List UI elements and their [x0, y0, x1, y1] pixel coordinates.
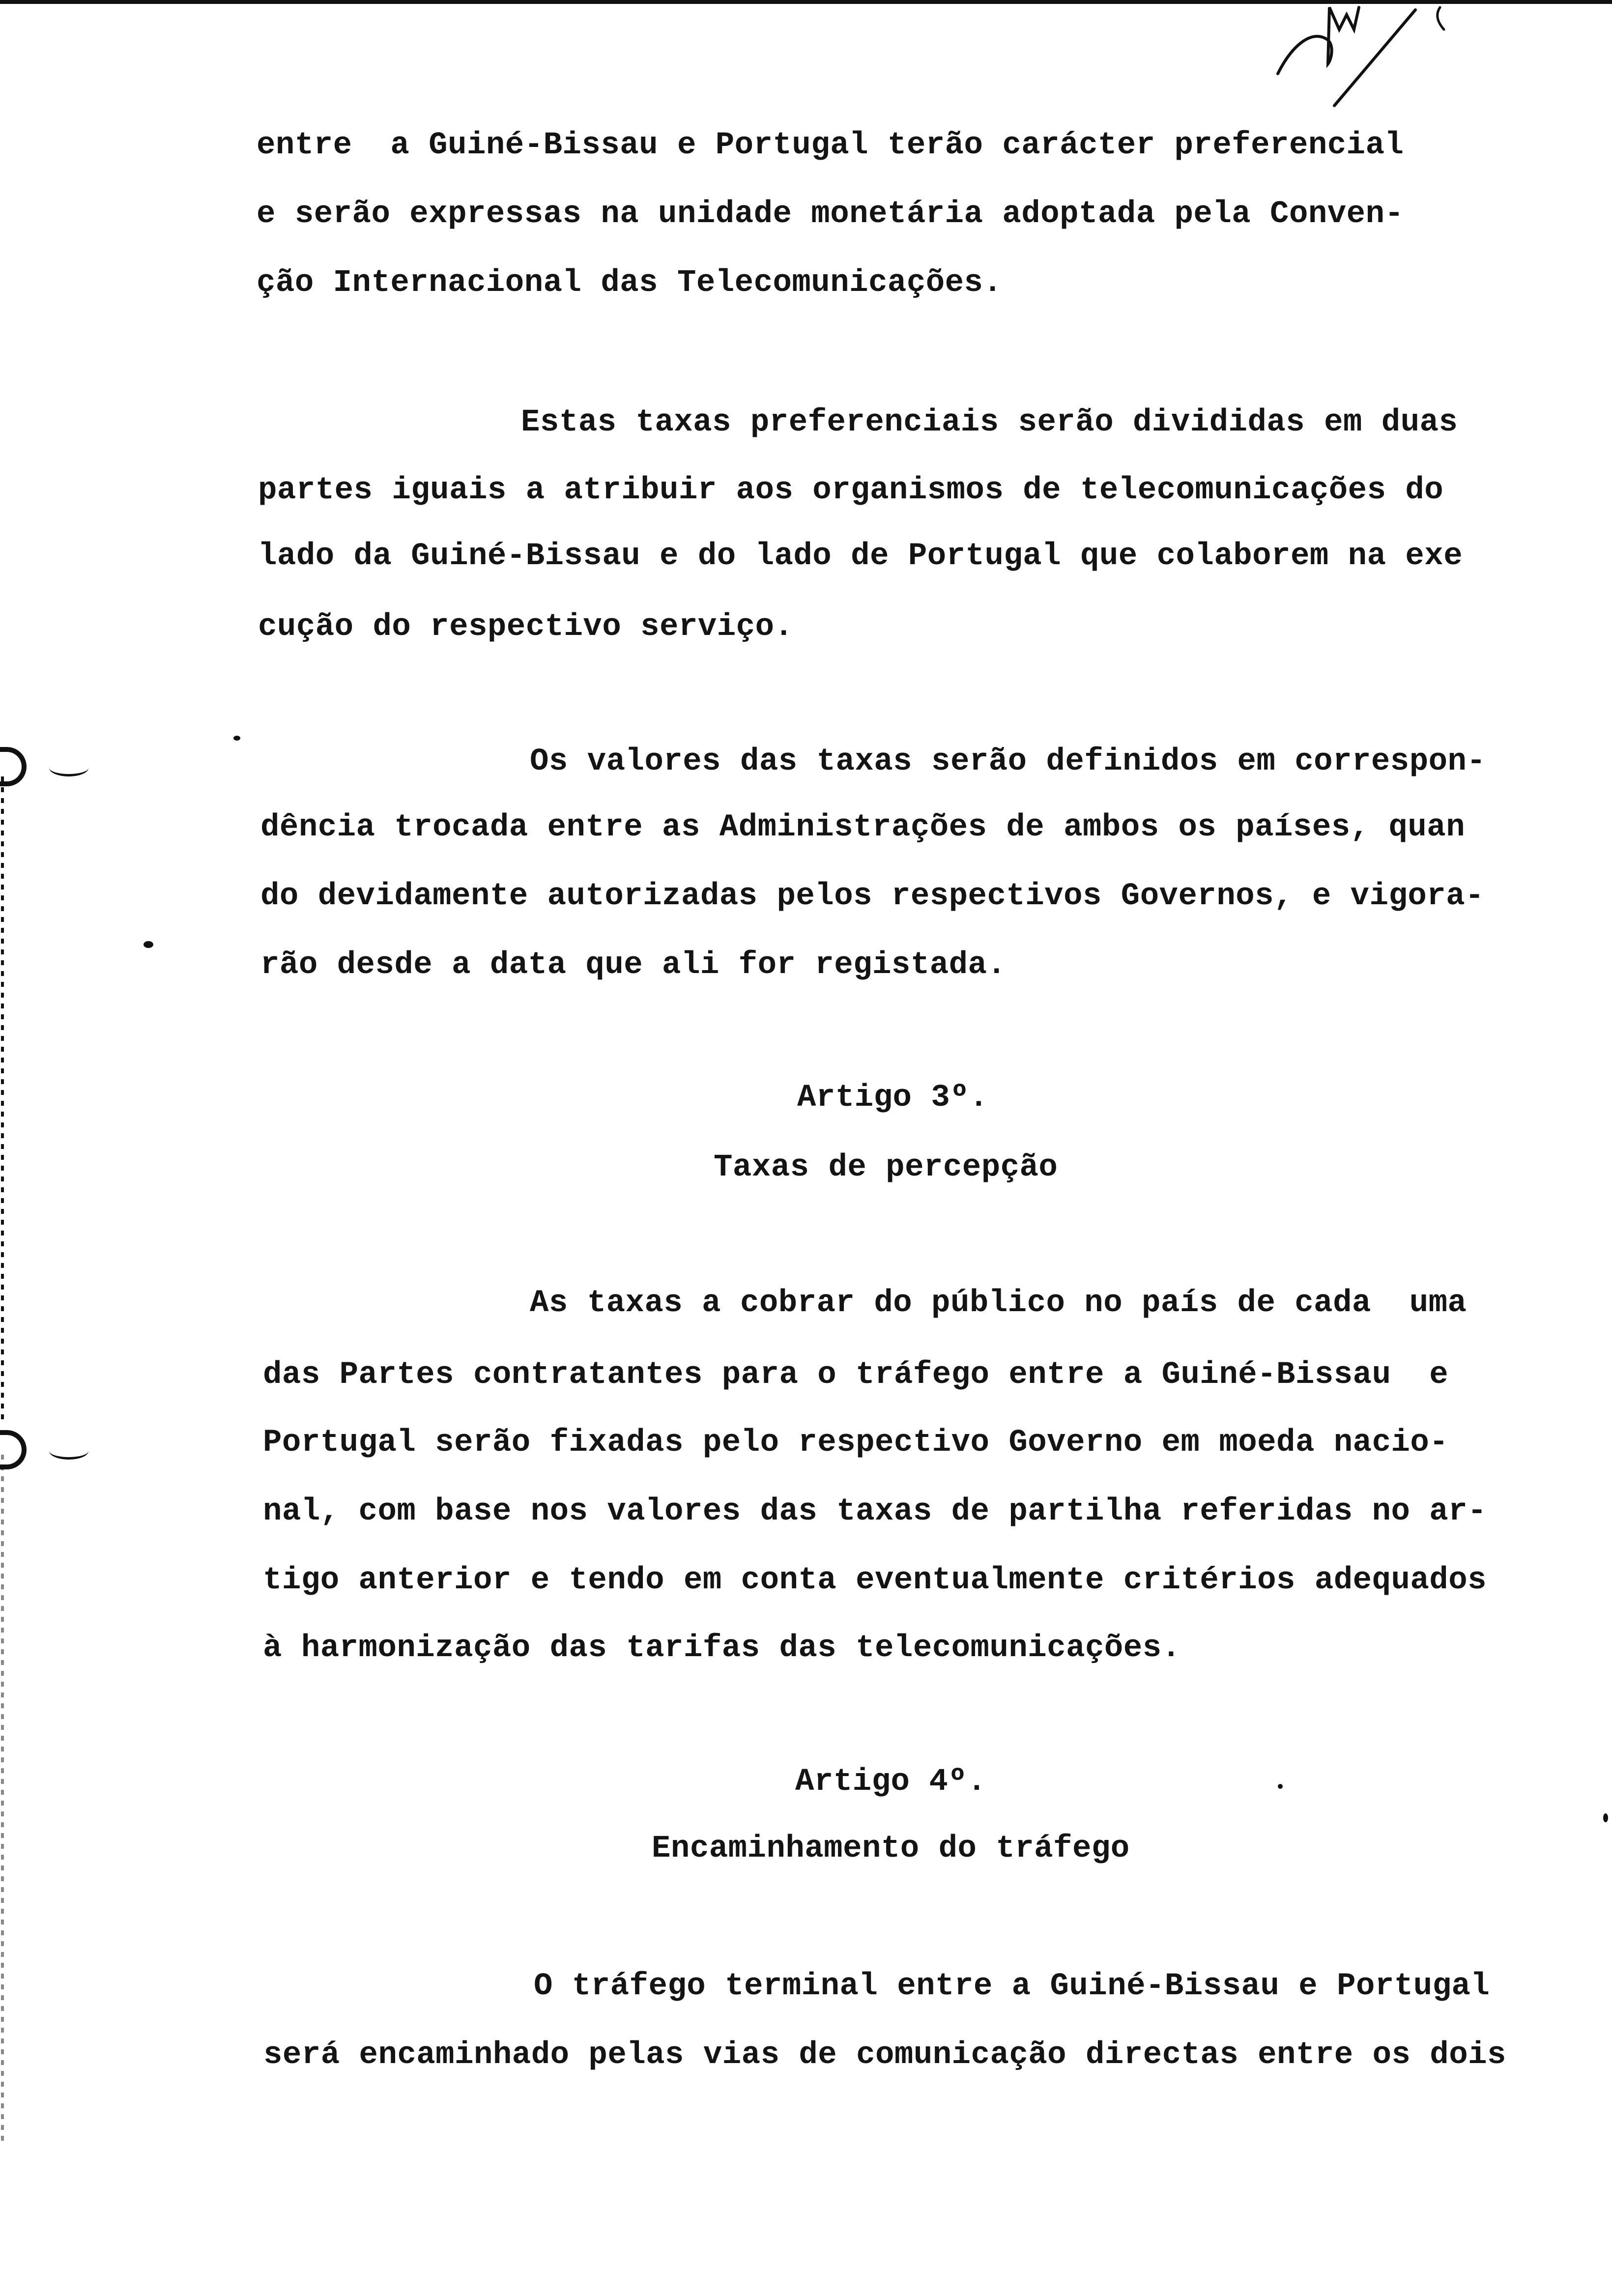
binder-arc-top: [49, 759, 88, 776]
body-text-line: das Partes contratantes para o tráfego entre a Guiné-Bissau e: [263, 1357, 1449, 1393]
body-text-line: lado da Guiné-Bissau e do lado de Portugal que colaborem na exe: [258, 539, 1463, 574]
handwritten-initials-signature: [1248, 0, 1602, 118]
body-text-line: O tráfego terminal entre a Guiné-Bissau e Portugal: [534, 1969, 1490, 2004]
perforation-edge: [1, 776, 4, 1425]
article-3-heading: Artigo 3º.: [797, 1080, 989, 1116]
binder-arc-bottom: [49, 1442, 88, 1460]
body-text-line: e serão expressas na unidade monetária adoptada pela Conven-: [257, 197, 1404, 232]
perforation-edge-lower: [1, 1455, 4, 2143]
ink-speck: [1603, 1813, 1608, 1822]
body-text-line: Estas taxas preferenciais serão divididas em duas: [521, 405, 1458, 440]
body-text-line: Os valores das taxas serão definidos em correspon-: [530, 744, 1486, 779]
body-text-line: partes iguais a atribuir aos organismos de telecomunicações do: [258, 473, 1444, 508]
article-4-heading: Artigo 4º.: [795, 1764, 987, 1800]
ink-speck: [144, 941, 153, 948]
body-text-line: dência trocada entre as Administrações de ambos os países, quan: [260, 810, 1466, 845]
ink-speck: [233, 736, 240, 741]
body-text-line: cução do respectivo serviço.: [258, 609, 794, 645]
body-text-line: rão desde a data que ali for registada.: [260, 947, 1007, 983]
body-text-line: nal, com base nos valores das taxas de partilha referidas no ar-: [263, 1494, 1487, 1529]
binder-hole-bottom: [0, 1430, 27, 1469]
ink-speck: [1278, 1784, 1283, 1789]
body-text-line: Portugal serão fixadas pelo respectivo Governo em moeda nacio-: [263, 1425, 1449, 1461]
body-text-line: entre a Guiné-Bissau e Portugal terão carácter preferencial: [257, 128, 1404, 163]
body-text-line: ção Internacional das Telecomunicações.: [257, 265, 1003, 301]
body-text-line: As taxas a cobrar do público no país de cada uma: [530, 1286, 1467, 1321]
body-text-line: do devidamente autorizadas pelos respectivos Governos, e vigora-: [260, 879, 1484, 914]
body-text-line: tigo anterior e tendo em conta eventualmente critérios adequados: [263, 1563, 1487, 1598]
article-4-subheading: Encaminhamento do tráfego: [652, 1831, 1130, 1866]
body-text-line: será encaminhado pelas vias de comunicação directas entre os dois: [263, 2038, 1506, 2073]
article-3-subheading: Taxas de percepção: [714, 1150, 1058, 1185]
body-text-line: à harmonização das tarifas das telecomunicações.: [263, 1631, 1181, 1666]
binder-hole-top: [0, 747, 27, 786]
